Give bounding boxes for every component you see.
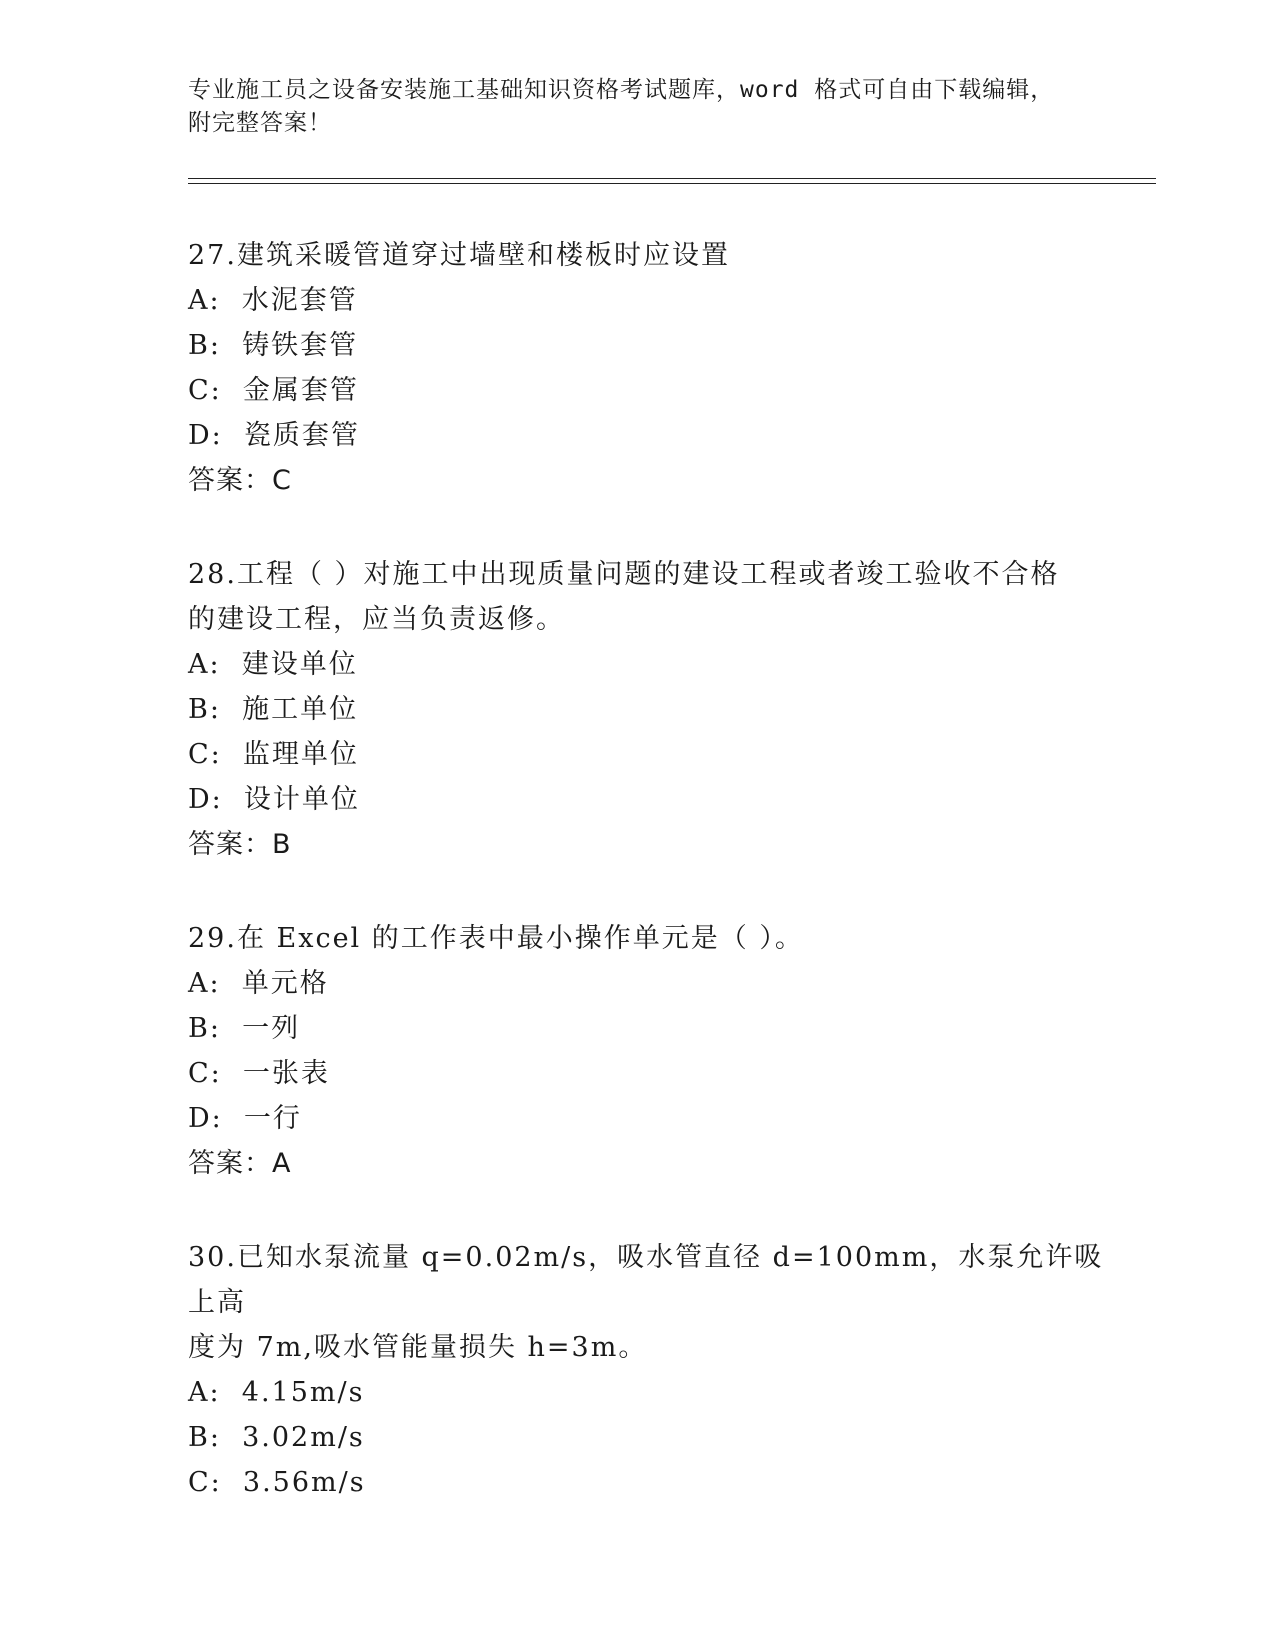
option-a: A: 建设单位 [188, 649, 358, 680]
option-c: C: 金属套管 [188, 375, 359, 406]
question-stem: 27.建筑采暖管道穿过墙壁和楼板时应设置 [188, 240, 730, 271]
option-d: D: 设计单位 [188, 784, 360, 815]
option-c: C: 监理单位 [188, 739, 359, 770]
answer: 答案：B [188, 829, 292, 860]
question-stem: 28.工程（ ）对施工中出现质量问题的建设工程或者竣工验收不合格 [188, 559, 1060, 590]
header-line-2: 附完整答案！ [188, 110, 332, 136]
question-stem: 29.在 Excel 的工作表中最小操作单元是（ ）。 [188, 923, 804, 954]
option-d: D: 一行 [188, 1103, 302, 1134]
question-30 [188, 1235, 1108, 1505]
header-divider-bottom [188, 183, 1156, 184]
question-stem-continued: 的建设工程，应当负责返修。 [188, 604, 565, 635]
option-a: A: 水泥套管 [188, 285, 358, 316]
option-a: A: 4.15m/s [188, 1377, 365, 1408]
question-29 [188, 916, 1108, 1186]
option-b: B: 3.02m/s [188, 1422, 365, 1453]
option-b: B: 铸铁套管 [188, 330, 359, 361]
option-c: C: 一张表 [188, 1058, 330, 1089]
option-b: B: 一列 [188, 1013, 301, 1044]
answer: 答案：A [188, 1148, 292, 1179]
header-line-1: 专业施工员之设备安装施工基础知识资格考试题库，word 格式可自由下载编辑， [188, 77, 1055, 103]
question-stem: 30.已知水泵流量 q=0.02m/s，吸水管直径 d=100mm，水泵允许吸上高 [188, 1242, 1104, 1318]
document-header [188, 74, 1088, 140]
question-stem-continued: 度为 7m,吸水管能量损失 h=3m。 [188, 1332, 648, 1363]
option-a: A: 单元格 [188, 968, 329, 999]
option-c: C: 3.56m/s [188, 1467, 366, 1498]
question-27 [188, 233, 1108, 503]
option-b: B: 施工单位 [188, 694, 359, 725]
question-28 [188, 552, 1108, 867]
header-divider-top [188, 178, 1156, 179]
option-d: D: 瓷质套管 [188, 420, 360, 451]
answer: 答案：C [188, 465, 292, 496]
